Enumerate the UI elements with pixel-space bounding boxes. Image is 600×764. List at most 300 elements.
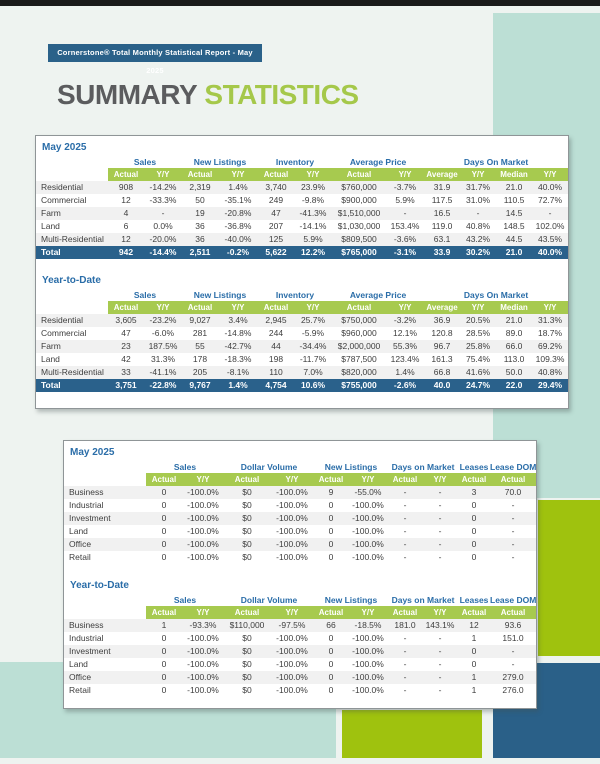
cell-value: - [460, 207, 496, 220]
cell-value: 117.5 [431, 195, 453, 205]
cell-value: 125 [258, 233, 294, 246]
cell-value: $0 [224, 645, 270, 658]
cell-value: -100.0% [276, 659, 308, 669]
cell-value: -97.5% [270, 619, 314, 632]
cell-value: 0 [161, 685, 167, 695]
cell-value: 205 [182, 366, 218, 379]
table-row [64, 486, 536, 499]
table-row [64, 538, 536, 551]
cell-value: 0 [146, 671, 182, 684]
cell-value: 153.4% [390, 221, 420, 231]
cell-value: 36 [182, 233, 218, 246]
page-title [57, 79, 359, 111]
column-header: Actual [314, 606, 348, 619]
cell-value: 9 [314, 486, 348, 499]
column-group-header: Leases [459, 462, 489, 472]
cell-value: 0 [458, 512, 490, 525]
column-group-header: Lease DOM [490, 462, 536, 472]
cell-value: - [438, 500, 442, 510]
column-header-row [64, 606, 536, 619]
row-label: Retail [69, 685, 91, 695]
cell-value: -14.8% [224, 328, 252, 338]
column-header: Actual [108, 301, 144, 314]
column-group-header: Days On Market [463, 157, 529, 167]
cell-value: - [438, 552, 442, 562]
cell-value: 0 [328, 633, 334, 643]
cell-value: 36.9 [424, 314, 460, 327]
row-label: Total [36, 246, 108, 259]
column-header-spacer [64, 606, 146, 619]
cell-value: - [490, 645, 536, 658]
cell-value: - [511, 526, 515, 536]
cell-value: $960,000 [341, 328, 377, 338]
cell-value: 33.9 [424, 246, 460, 259]
cell-value: 66.8 [424, 366, 460, 379]
cell-value: $0 [242, 500, 252, 510]
cell-value: -3.1% [386, 246, 424, 259]
cell-value: - [403, 633, 407, 643]
cell-value: -100.0% [187, 633, 219, 643]
cell-value: 23 [108, 340, 144, 353]
cell-value: -11.7% [299, 354, 327, 364]
cell-value: -42.7% [218, 340, 258, 353]
cell-value: $0 [242, 659, 252, 669]
column-header: Actual [458, 473, 490, 486]
column-group-header: Average Price [349, 157, 407, 167]
cell-value: 942 [108, 246, 144, 259]
cell-value: 9,767 [182, 379, 218, 392]
cell-value: 40.8% [465, 221, 491, 231]
column-header: Y/Y [270, 606, 314, 619]
cell-value: -100.0% [182, 512, 224, 525]
cell-value: 120.8 [431, 328, 453, 338]
table-row [36, 353, 568, 366]
cell-value: $0 [242, 552, 252, 562]
column-header: Actual [314, 473, 348, 486]
column-header: Y/Y [270, 473, 314, 486]
column-header: Y/Y [422, 473, 458, 486]
column-group-header: Lease DOM [490, 595, 536, 605]
row-label: Business [64, 486, 146, 499]
decor-green-block-bottom [342, 710, 482, 758]
page-title-summary: SUMMARY [57, 79, 198, 110]
cell-value: - [386, 207, 424, 220]
cell-value: 0 [471, 500, 477, 510]
section-title: May 2025 [70, 447, 115, 458]
cell-value: -100.0% [270, 486, 314, 499]
column-header: Y/Y [460, 301, 496, 314]
cell-value: 0 [471, 526, 477, 536]
cell-value: -36.8% [224, 221, 252, 231]
table-row [36, 207, 568, 220]
cell-value: -100.0% [352, 552, 384, 562]
cell-value: 1.4% [218, 181, 258, 194]
decor-green-block-right [538, 500, 600, 656]
column-group-header [36, 289, 108, 301]
cell-value: -100.0% [276, 500, 308, 510]
column-header: Actual [490, 606, 536, 619]
column-header: Actual [332, 301, 386, 314]
cell-value: 249 [268, 195, 284, 205]
cell-value: 178 [192, 354, 208, 364]
column-group-header: Dollar Volume [240, 462, 298, 472]
cell-value: 5,622 [258, 246, 294, 259]
cell-value: -3.6% [386, 233, 424, 246]
cell-value: - [403, 685, 407, 695]
column-header: Actual [458, 606, 490, 619]
cell-value: 21.0 [496, 181, 532, 194]
cell-value: 2,319 [182, 181, 218, 194]
cell-value: -3.2% [386, 314, 424, 327]
cell-value: 31.7% [460, 181, 496, 194]
cell-value: - [422, 538, 458, 551]
column-header: Actual [146, 473, 182, 486]
column-group-header: Sales [133, 290, 157, 300]
cell-value: 55 [182, 340, 218, 353]
cell-value: 5.9% [294, 233, 332, 246]
column-header: Actual [182, 168, 218, 181]
column-group-row [64, 594, 536, 606]
section-title: May 2025 [42, 142, 87, 153]
column-group-row [64, 461, 536, 473]
column-header: Actual [224, 473, 270, 486]
cell-value: 89.0 [505, 328, 523, 338]
table-row [64, 671, 536, 684]
cell-value: $0 [224, 538, 270, 551]
cell-value: 44.5 [496, 233, 532, 246]
cell-value: -100.0% [276, 552, 308, 562]
cell-value: $0 [242, 685, 252, 695]
cell-value: - [438, 526, 442, 536]
cell-value: - [490, 512, 536, 525]
cell-value: $750,000 [332, 314, 386, 327]
cell-value: 110 [258, 366, 294, 379]
table-row [36, 181, 568, 194]
cell-value: 55.3% [386, 340, 424, 353]
cell-value: - [388, 671, 422, 684]
table-row [36, 366, 568, 379]
cell-value: $0 [242, 526, 252, 536]
cell-value: 2,511 [182, 246, 218, 259]
cell-value: $2,000,000 [332, 340, 386, 353]
cell-value: 9,027 [182, 314, 218, 327]
cell-value: 43.2% [460, 233, 496, 246]
cell-value: $0 [242, 633, 252, 643]
cell-value: 16.5 [424, 207, 460, 220]
row-label: Business [64, 619, 146, 632]
cell-value: -100.0% [270, 671, 314, 684]
column-group-header: Inventory [275, 157, 315, 167]
cell-value: -100.0% [276, 633, 308, 643]
cell-value: 0 [314, 671, 348, 684]
cell-value: -100.0% [187, 500, 219, 510]
table-row [64, 658, 536, 671]
cell-value: - [438, 685, 442, 695]
cell-value: - [422, 512, 458, 525]
cell-value: 0 [314, 645, 348, 658]
row-label: Investment [64, 645, 146, 658]
cell-value: -14.4% [144, 246, 182, 259]
column-header-row [64, 473, 536, 486]
cell-value: $0 [224, 512, 270, 525]
cell-value: 4 [108, 207, 144, 220]
cell-value: -41.1% [144, 366, 182, 379]
cell-value: 31.3% [532, 314, 568, 327]
cell-value: -2.6% [386, 379, 424, 392]
cell-value: 109.3% [535, 354, 565, 364]
cell-value: 0 [146, 645, 182, 658]
cell-value: 25.8% [460, 340, 496, 353]
cell-value: 0 [161, 552, 167, 562]
column-group-header: Sales [173, 462, 197, 472]
cell-value: - [388, 645, 422, 658]
cell-value: 72.7% [537, 195, 563, 205]
cell-value: 0 [471, 552, 477, 562]
column-header: Actual [332, 168, 386, 181]
column-header: Actual [490, 473, 536, 486]
column-group-header: Sales [173, 595, 197, 605]
cell-value: 7.0% [294, 366, 332, 379]
table-row [36, 327, 568, 340]
cell-value: 3 [458, 486, 490, 499]
cell-value: - [403, 526, 407, 536]
page-title-statistics: STATISTICS [204, 79, 359, 110]
cell-value: -8.1% [218, 366, 258, 379]
column-group-header: Dollar Volume [240, 595, 298, 605]
cell-value: 908 [108, 181, 144, 194]
cell-value: -100.0% [352, 633, 384, 643]
cell-value: -100.0% [348, 671, 388, 684]
cell-value: -100.0% [270, 512, 314, 525]
section-title: Year-to-Date [42, 275, 101, 286]
cell-value: -100.0% [348, 645, 388, 658]
row-label: Retail [69, 552, 91, 562]
cell-value: - [532, 207, 568, 220]
cell-value: - [388, 512, 422, 525]
column-group-header [64, 594, 146, 606]
cell-value: 43.5% [532, 233, 568, 246]
cell-value: 40.0% [532, 181, 568, 194]
cell-value: 0 [314, 512, 348, 525]
cell-value: $0 [224, 486, 270, 499]
column-header: Y/Y [182, 473, 224, 486]
cell-value: -18.3% [224, 354, 252, 364]
table-section [36, 272, 568, 392]
top-black-bar [0, 0, 600, 6]
total-row [36, 246, 568, 259]
column-header: Y/Y [144, 168, 182, 181]
column-group-header: Days On Market [463, 290, 529, 300]
cell-value: - [422, 671, 458, 684]
cell-value: - [511, 552, 515, 562]
cell-value: -35.1% [224, 195, 252, 205]
cell-value: 3,751 [108, 379, 144, 392]
cell-value: -33.3% [149, 195, 177, 205]
cell-value: 33 [108, 366, 144, 379]
cell-value: 123.4% [390, 354, 420, 364]
row-label: Commercial [41, 328, 87, 338]
table-row [64, 525, 536, 538]
cell-value: - [422, 486, 458, 499]
cell-value: 44 [258, 340, 294, 353]
column-header: Y/Y [348, 606, 388, 619]
cell-value: 1.4% [218, 379, 258, 392]
cell-value: - [403, 659, 407, 669]
column-header: Actual [224, 606, 270, 619]
cell-value: -100.0% [270, 645, 314, 658]
cell-value: 12 [108, 233, 144, 246]
cell-value: -6.0% [151, 328, 175, 338]
cell-value: 0 [328, 659, 334, 669]
cell-value: 0 [458, 645, 490, 658]
column-group-row [36, 156, 568, 168]
cell-value: $787,500 [341, 354, 377, 364]
cell-value: - [403, 552, 407, 562]
cell-value: - [422, 645, 458, 658]
cell-value: 6 [123, 221, 129, 231]
cell-value: 12.2% [294, 246, 332, 259]
cell-value: 20.5% [460, 314, 496, 327]
cell-value: 40.0 [424, 379, 460, 392]
cell-value: 0 [328, 500, 334, 510]
cell-value: -20.8% [218, 207, 258, 220]
section-title: Year-to-Date [70, 580, 129, 591]
row-label: Commercial [41, 195, 87, 205]
row-label: Farm [36, 207, 108, 220]
cell-value: 40.0% [532, 246, 568, 259]
column-header: Y/Y [532, 168, 568, 181]
cell-value: 93.6 [490, 619, 536, 632]
cell-value: $1,030,000 [337, 221, 381, 231]
column-header: Median [496, 168, 532, 181]
cell-value: 198 [268, 354, 284, 364]
cell-value: 1 [471, 633, 477, 643]
cell-value: 0 [161, 633, 167, 643]
table-row [64, 499, 536, 512]
cell-value: 119.0 [431, 221, 453, 231]
cell-value: -100.0% [348, 538, 388, 551]
row-label: Residential [36, 181, 108, 194]
column-header: Actual [146, 606, 182, 619]
cell-value: -55.0% [348, 486, 388, 499]
cell-value: 279.0 [490, 671, 536, 684]
cell-value: -100.0% [187, 659, 219, 669]
column-header: Actual [182, 301, 218, 314]
cell-value: 19 [182, 207, 218, 220]
cell-value: 21.0 [496, 246, 532, 259]
column-header-spacer [36, 301, 108, 314]
cell-value: -9.8% [301, 195, 325, 205]
cell-value: -100.0% [348, 512, 388, 525]
row-label: Total [36, 379, 108, 392]
column-header-spacer [36, 168, 108, 181]
row-label: Land [69, 526, 88, 536]
column-group-header: New Listings [324, 462, 378, 472]
cell-value: 0 [161, 500, 167, 510]
cell-value: -100.0% [187, 552, 219, 562]
column-group-header: New Listings [193, 290, 247, 300]
cell-value: 187.5% [144, 340, 182, 353]
cell-value: 50.0 [496, 366, 532, 379]
cell-value: 75.4% [465, 354, 491, 364]
cell-value: 113.0 [503, 354, 525, 364]
column-header-row [36, 301, 568, 314]
cell-value: 181.0 [388, 619, 422, 632]
cell-value: 12 [121, 195, 131, 205]
column-group-row [36, 289, 568, 301]
cell-value: 96.7 [424, 340, 460, 353]
cell-value: 66.0 [496, 340, 532, 353]
cell-value: 47 [258, 207, 294, 220]
cell-value: 0 [161, 659, 167, 669]
residential-statistics-table [35, 135, 569, 409]
cell-value: -100.0% [187, 526, 219, 536]
cell-value: 29.4% [532, 379, 568, 392]
column-group-header [64, 461, 146, 473]
cell-value: 66 [314, 619, 348, 632]
cell-value: 0 [328, 685, 334, 695]
report-banner: Cornerstone® Total Monthly Statistical Report - May 2025 [48, 44, 262, 62]
cell-value: 0 [328, 552, 334, 562]
cell-value: -100.0% [352, 500, 384, 510]
table-row [36, 314, 568, 327]
table-row [64, 551, 536, 564]
cell-value: 0 [146, 512, 182, 525]
cell-value: 1.4% [386, 366, 424, 379]
table-section [36, 139, 568, 259]
cell-value: 1 [146, 619, 182, 632]
cell-value: 63.1 [424, 233, 460, 246]
cell-value: -100.0% [352, 526, 384, 536]
cell-value: -5.9% [301, 328, 325, 338]
column-group-header: Sales [133, 157, 157, 167]
row-label: Land [69, 659, 88, 669]
column-group-header: New Listings [193, 157, 247, 167]
row-label: Multi-Residential [36, 366, 108, 379]
cell-value: 50 [195, 195, 205, 205]
cell-value: 1 [458, 671, 490, 684]
column-header: Y/Y [460, 168, 496, 181]
cell-value: 40.8% [532, 366, 568, 379]
cell-value: 0.0% [153, 221, 173, 231]
table-row [64, 684, 536, 697]
column-group-header [36, 156, 108, 168]
cell-value: 3.4% [218, 314, 258, 327]
cell-value: 41.6% [460, 366, 496, 379]
cell-value: 1 [471, 685, 477, 695]
cell-value: - [511, 659, 515, 669]
column-group-header: New Listings [324, 595, 378, 605]
cell-value: 281 [192, 328, 208, 338]
commercial-statistics-table [63, 440, 537, 709]
column-header: Y/Y [144, 301, 182, 314]
cell-value: -93.3% [182, 619, 224, 632]
cell-value: -20.0% [144, 233, 182, 246]
cell-value: -100.0% [182, 671, 224, 684]
cell-value: 0 [328, 526, 334, 536]
cell-value: -34.4% [294, 340, 332, 353]
cell-value: - [388, 486, 422, 499]
cell-value: 276.0 [502, 685, 524, 695]
cell-value: - [511, 500, 515, 510]
cell-value: - [438, 659, 442, 669]
cell-value: 10.6% [294, 379, 332, 392]
cell-value: $110,000 [224, 619, 270, 632]
column-header: Y/Y [532, 301, 568, 314]
cell-value: 30.2% [460, 246, 496, 259]
column-header: Y/Y [294, 168, 332, 181]
cell-value: -100.0% [352, 685, 384, 695]
